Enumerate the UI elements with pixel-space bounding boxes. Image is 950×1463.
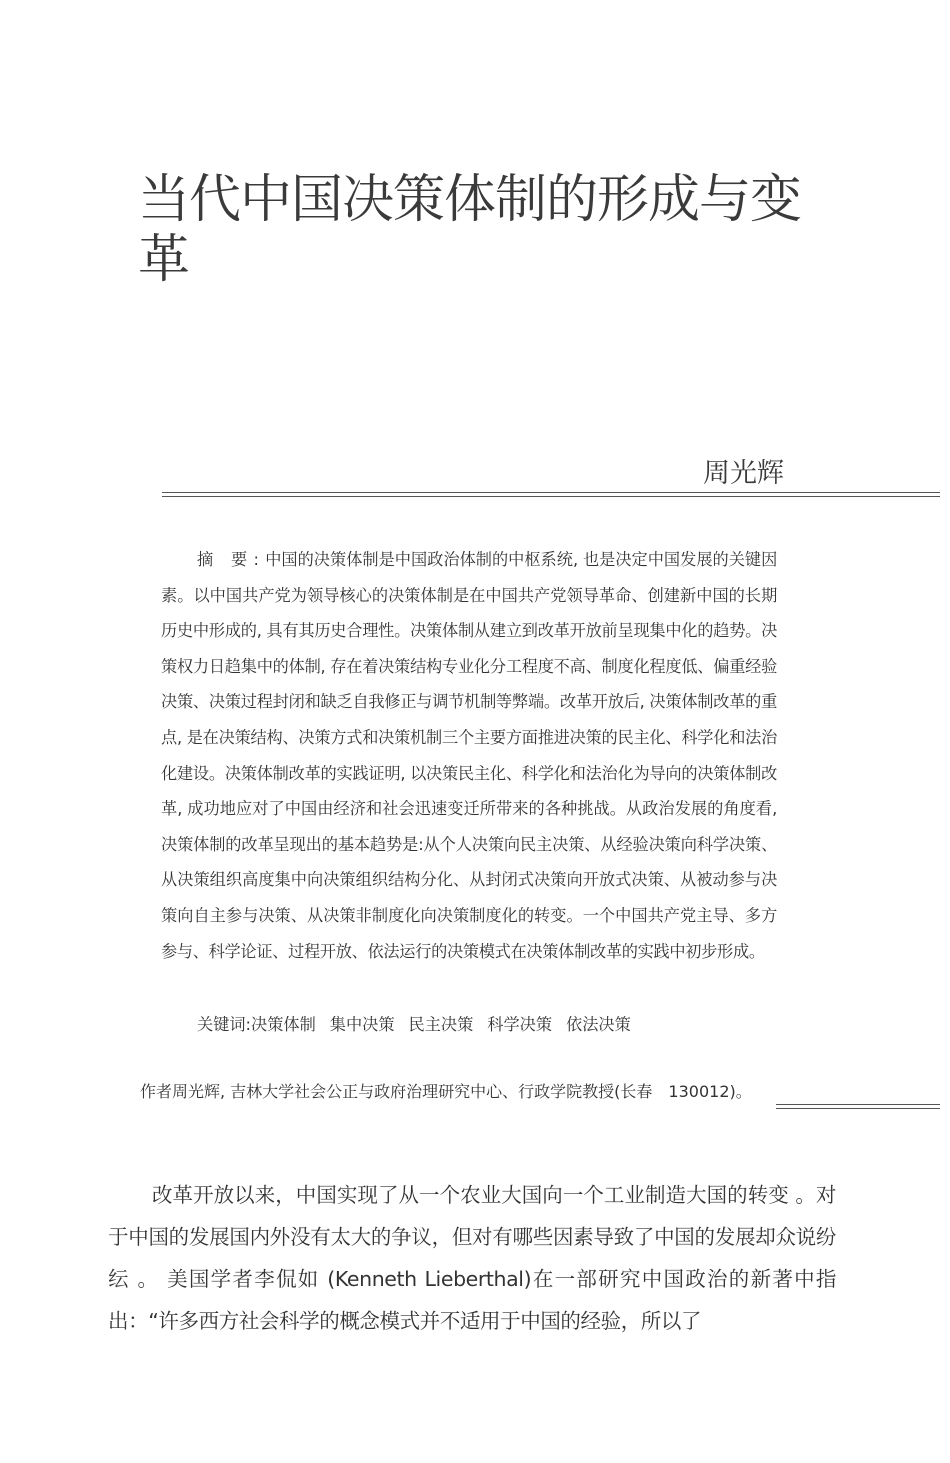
article-author: 周光辉 xyxy=(703,458,784,489)
header-divider xyxy=(162,492,940,497)
article-title: 当代中国决策体制的形成与变革 xyxy=(138,170,802,290)
keyword-item: 决策体制 xyxy=(251,1015,316,1034)
note-divider xyxy=(776,1104,940,1109)
abstract-label: 摘 要: xyxy=(197,550,265,569)
author-affiliation-note: 作者周光辉, 吉林大学社会公正与政府治理研究中心、行政学院教授(长春 130012)。 xyxy=(140,1082,752,1101)
keyword-item: 依法决策 xyxy=(566,1015,631,1034)
keyword-item: 集中决策 xyxy=(329,1015,395,1034)
abstract xyxy=(161,542,777,969)
keyword-item: 科学决策 xyxy=(487,1015,553,1034)
abstract-text: 中国的决策体制是中国政治体制的中枢系统, 也是决定中国发展的关键因素。以中国共产党为领导核心的决策体制是在中国共产党领导革命、创建新中国的长期历史中形成的, 具有其历史合理性。决策体制从建立到改革开放前呈现集中化的趋势。决策权力日趋集中的体制, 存在着决策结构专业化分工程度不高、制度化程度低、偏重经验决策、决策过程封闭和缺乏自我修正与调节机制等弊端。改革开放后, 决策体制改革的重点, 是在决策结构、决策方式和决策机制三个主要方面推进决策的民主化、科学化和法治化建设。决策体制改革的实践证明, 以决策民主化、科学化和法治化为导向的决策体制改革, 成功地应对了中国由经济和社会迅速变迁所带来的各种挑战。从政治发展的角度看, 决策体制的改革呈现出的基本趋势是:从个人决策向民主决策、从经验决策向科学决策、从决策组织高度集中向决策组织结构分化、从封闭式决策向开放式决策、从被动参与决策向自主参与决策、从决策非制度化向决策制度化的转变。一个中国共产党主导、多方参与、科学论证、过程开放、依法运行的决策模式在决策体制改革的实践中初步形成。 xyxy=(161,550,777,961)
body-paragraph: 改革开放以来，中国实现了从一个农业大国向一个工业制造大国的转变 。对于中国的发展国内外没有太大的争议，但对有哪些因素导致了中国的发展却众说纷纭 。 美国学者李侃如 (Kenneth Lieberthal)在一部研究中国政治的新著中指出：“许多西方社会科学的概念模式并不适用于中国的经验，所以了 xyxy=(108,1182,836,1333)
keywords-label: 关键词: xyxy=(197,1015,252,1034)
keyword-item: 民主决策 xyxy=(408,1015,474,1034)
keywords xyxy=(197,1007,645,1042)
